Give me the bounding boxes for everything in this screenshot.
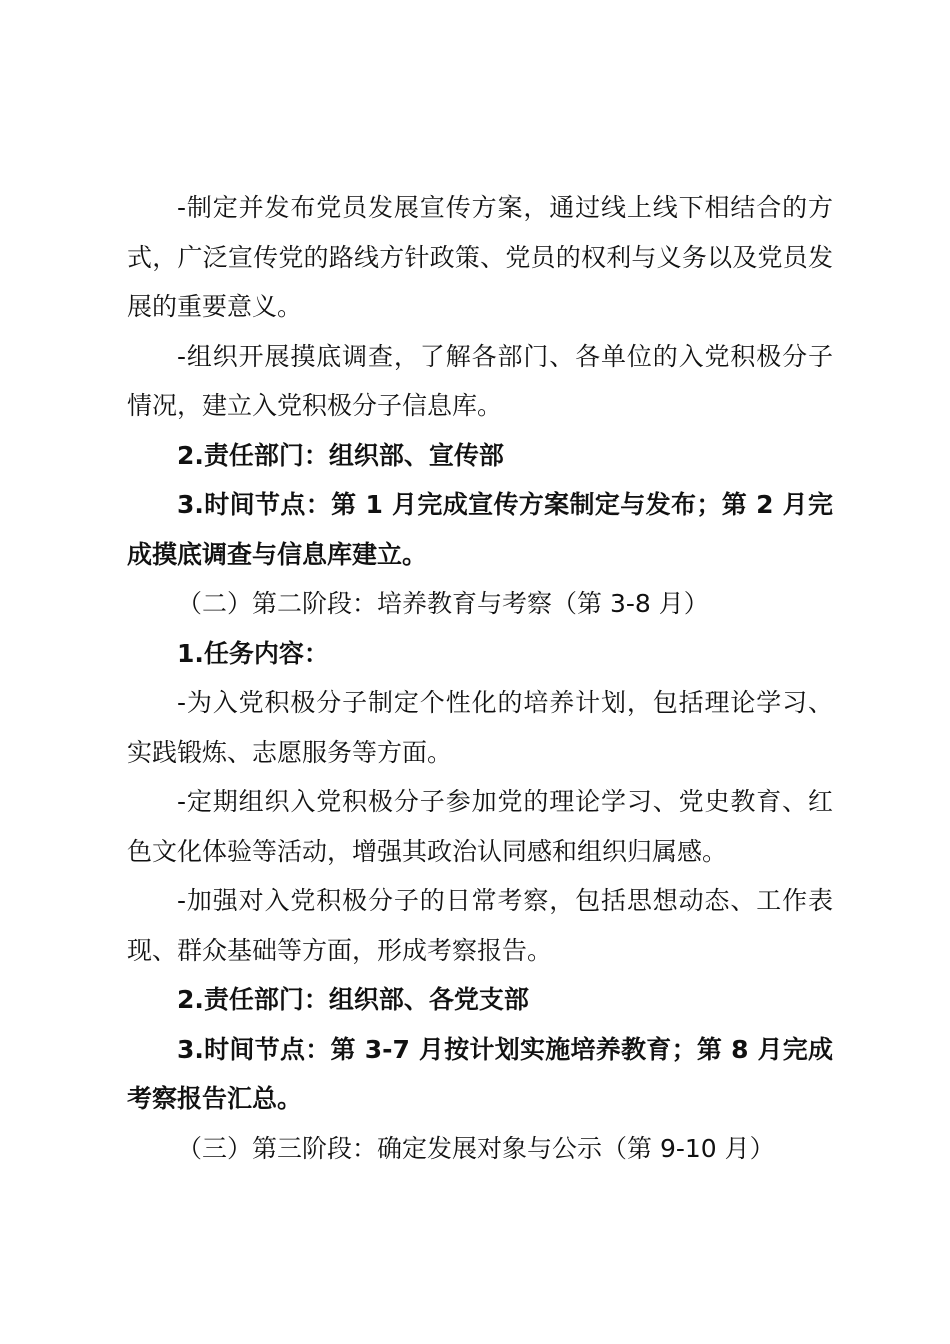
paragraph-publicity-plan: -制定并发布党员发展宣传方案，通过线上线下相结合的方式，广泛宣传党的路线方针政策、党员的权利与义务以及党员发展的重要意义。 (127, 193, 833, 321)
paragraph-responsible-dept-2: 2.责任部门：组织部、各党支部 (177, 985, 529, 1014)
paragraph-training-plan: -为入党积极分子制定个性化的培养计划，包括理论学习、实践锻炼、志愿服务等方面。 (127, 688, 833, 767)
paragraph-responsible-dept-1: 2.责任部门：组织部、宣传部 (177, 440, 504, 470)
paragraph-task-content: 1.任务内容： (177, 638, 329, 668)
paragraph-daily-inspection: -加强对入党积极分子的日常考察，包括思想动态、工作表现、群众基础等方面，形成考察报告。 (127, 886, 833, 965)
document-body (127, 183, 833, 1173)
section-heading-stage-3: （三）第三阶段：确定发展对象与公示（第 9-10 月） (177, 1133, 775, 1163)
paragraph-survey: -组织开展摸底调查，了解各部门、各单位的入党积极分子情况，建立入党积极分子信息库。 (127, 341, 833, 420)
paragraph-study-activities: -定期组织入党积极分子参加党的理论学习、党史教育、红色文化体验等活动，增强其政治认同感和组织归属感。 (127, 787, 833, 866)
paragraph-timeline-1: 3.时间节点：第 1 月完成宣传方案制定与发布；第 2 月完成摸底调查与信息库建立。 (127, 490, 833, 569)
paragraph-timeline-2: 3.时间节点：第 3-7 月按计划实施培养教育；第 8 月完成考察报告汇总。 (127, 1034, 833, 1113)
section-heading-stage-2: （二）第二阶段：培养教育与考察（第 3-8 月） (177, 589, 709, 618)
